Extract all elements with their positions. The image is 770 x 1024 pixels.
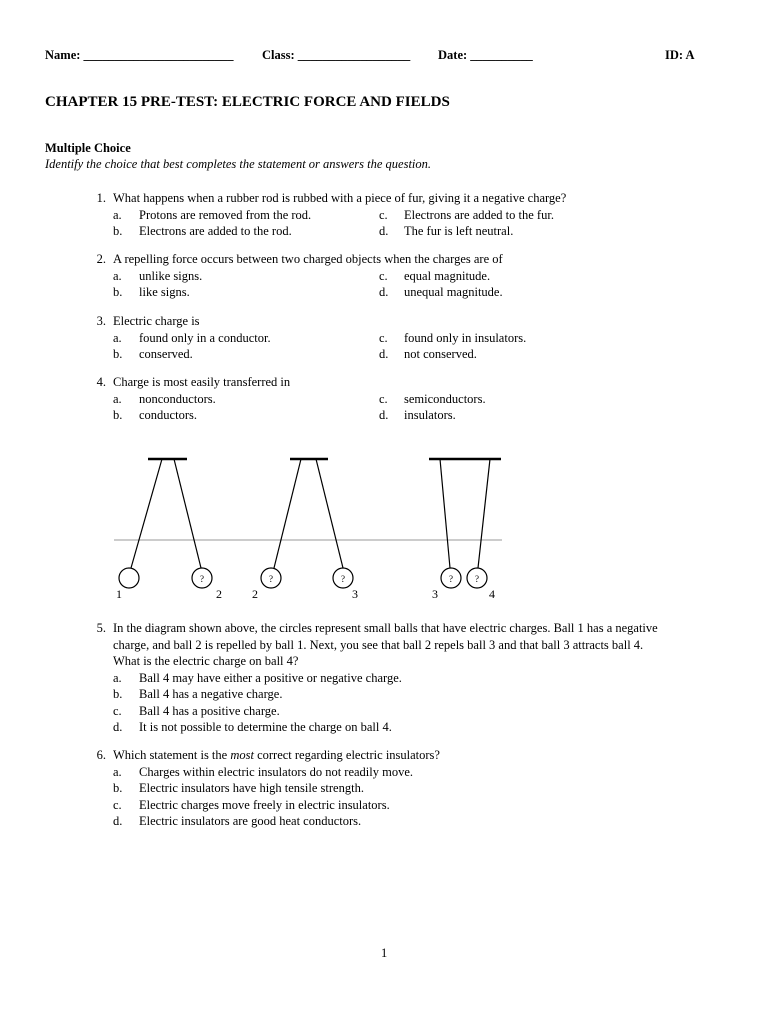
option-letter: d.: [113, 720, 123, 734]
unknown-mark: ?: [269, 574, 273, 584]
option-letter: c.: [113, 797, 122, 812]
pendulum-pair-2-3: [252, 459, 358, 601]
question-5: [92, 620, 732, 736]
option-letter: b.: [113, 224, 123, 238]
thread: [131, 459, 162, 568]
section-heading: Multiple Choice: [45, 141, 131, 155]
question-stem-line: charge, and ball 2 is repelled by ball 1. Next, you see that ball 2 repels ball 3 and that ball 3 attracts ball 4.: [113, 637, 644, 652]
unknown-mark: ?: [200, 574, 204, 584]
ball-label: 1: [116, 587, 122, 601]
question-stem-line: What is the electric charge on ball 4?: [113, 654, 299, 668]
stem-text: Which statement is the: [113, 748, 231, 762]
name-field: Name: ________________________: [45, 48, 234, 62]
option-row: [92, 207, 732, 224]
option-row: [92, 330, 732, 347]
question-3: [92, 313, 732, 363]
option-row: [92, 797, 732, 814]
option-d: not conserved.: [404, 347, 477, 361]
option-letter: b.: [113, 285, 123, 299]
option-letter: d.: [379, 347, 389, 361]
option-a: unlike signs.: [139, 268, 203, 283]
option-letter: a.: [113, 268, 122, 283]
option-row: [92, 670, 732, 687]
option-letter: d.: [113, 814, 123, 828]
option-letter: c.: [379, 268, 388, 283]
option-c: Electrons are added to the fur.: [404, 207, 554, 222]
option-b: conductors.: [139, 408, 197, 422]
option-row: [92, 346, 732, 363]
question-4: [92, 374, 732, 424]
ball-label: 4: [489, 587, 495, 601]
option-row: [92, 780, 732, 797]
option-row: [92, 268, 732, 285]
option-letter: d.: [379, 224, 389, 238]
thread: [274, 459, 301, 568]
option-letter: a.: [113, 330, 122, 345]
ball-1: [119, 568, 139, 588]
option-d: unequal magnitude.: [404, 285, 503, 299]
option-c: found only in insulators.: [404, 330, 527, 345]
question-number: 1.: [96, 191, 106, 205]
option-d: It is not possible to determine the charge on ball 4.: [139, 720, 392, 734]
thread: [440, 459, 450, 568]
option-letter: b.: [113, 347, 123, 361]
option-a: Ball 4 may have either a positive or negative charge.: [139, 670, 402, 685]
option-b: Electrons are added to the rod.: [139, 224, 292, 238]
option-a: Protons are removed from the rod.: [139, 207, 312, 222]
option-letter: c.: [113, 703, 122, 718]
question-2: [92, 251, 732, 301]
option-c: semiconductors.: [404, 391, 486, 406]
charged-balls-diagram: [100, 452, 510, 604]
unknown-mark: ?: [475, 574, 479, 584]
option-letter: b.: [113, 781, 123, 795]
option-c: Electric charges move freely in electric insulators.: [139, 797, 390, 812]
ball-label: 2: [216, 587, 222, 601]
option-letter: b.: [113, 408, 123, 422]
question-number: 2.: [96, 252, 106, 266]
option-b: Ball 4 has a negative charge.: [139, 687, 283, 701]
ball-label: 3: [432, 587, 438, 601]
question-stem: What happens when a rubber rod is rubbed with a piece of fur, giving it a negative charge?: [113, 191, 567, 205]
option-letter: a.: [113, 764, 122, 779]
option-d: The fur is left neutral.: [404, 224, 514, 238]
date-field: Date: __________: [438, 48, 533, 62]
thread: [478, 459, 490, 568]
ball-label: 2: [252, 587, 258, 601]
ball-label: 3: [352, 587, 358, 601]
option-letter: c.: [379, 391, 388, 406]
option-letter: c.: [379, 207, 388, 222]
question-number: 6.: [96, 748, 106, 762]
option-letter: a.: [113, 670, 122, 685]
option-letter: b.: [113, 687, 123, 701]
pendulum-pair-3-4: [429, 459, 501, 601]
option-row: [92, 407, 732, 424]
option-a: nonconductors.: [139, 391, 216, 406]
option-letter: d.: [379, 408, 389, 422]
option-d: insulators.: [404, 408, 456, 422]
question-stem: A repelling force occurs between two charged objects when the charges are of: [113, 252, 503, 266]
test-id: ID: A: [665, 48, 695, 62]
page-number: 1: [381, 946, 388, 960]
question-stem: Charge is most easily transferred in: [113, 375, 291, 389]
thread: [316, 459, 343, 568]
option-row: [92, 391, 732, 408]
stem-text: correct regarding electric insulators?: [253, 748, 440, 762]
option-row: [92, 813, 732, 830]
question-stem: [113, 747, 440, 764]
thread: [174, 459, 201, 568]
option-letter: d.: [379, 285, 389, 299]
unknown-mark: ?: [341, 574, 345, 584]
section-instructions: Identify the choice that best completes the statement or answers the question.: [45, 157, 432, 171]
question-6: [92, 747, 732, 830]
option-row: [92, 703, 732, 720]
option-d: Electric insulators are good heat conductors.: [139, 814, 362, 828]
question-number: 5.: [96, 621, 106, 635]
question-number: 3.: [96, 314, 106, 328]
option-a: Charges within electric insulators do not readily move.: [139, 764, 414, 779]
option-letter: a.: [113, 391, 122, 406]
option-a: found only in a conductor.: [139, 330, 271, 345]
stem-emphasis: most: [230, 748, 254, 762]
option-b: conserved.: [139, 347, 193, 361]
option-letter: a.: [113, 207, 122, 222]
option-c: Ball 4 has a positive charge.: [139, 703, 280, 718]
option-row: [92, 719, 732, 736]
option-b: Electric insulators have high tensile strength.: [139, 781, 364, 795]
question-stem-line: In the diagram shown above, the circles represent small balls that have electric charges. Ball 1 has a negative: [113, 621, 658, 635]
option-row: [92, 764, 732, 781]
question-stem: Electric charge is: [113, 314, 200, 328]
class-field: Class: __________________: [262, 48, 411, 62]
option-c: equal magnitude.: [404, 268, 491, 283]
option-b: like signs.: [139, 285, 190, 299]
option-letter: c.: [379, 330, 388, 345]
option-row: [92, 223, 732, 240]
page-title: CHAPTER 15 PRE-TEST: ELECTRIC FORCE AND FIELDS: [45, 94, 450, 110]
pendulum-pair-1-2: [116, 459, 222, 601]
option-row: [92, 686, 732, 703]
question-1: [92, 190, 732, 240]
question-number: 4.: [96, 375, 106, 389]
unknown-mark: ?: [449, 574, 453, 584]
option-row: [92, 284, 732, 301]
